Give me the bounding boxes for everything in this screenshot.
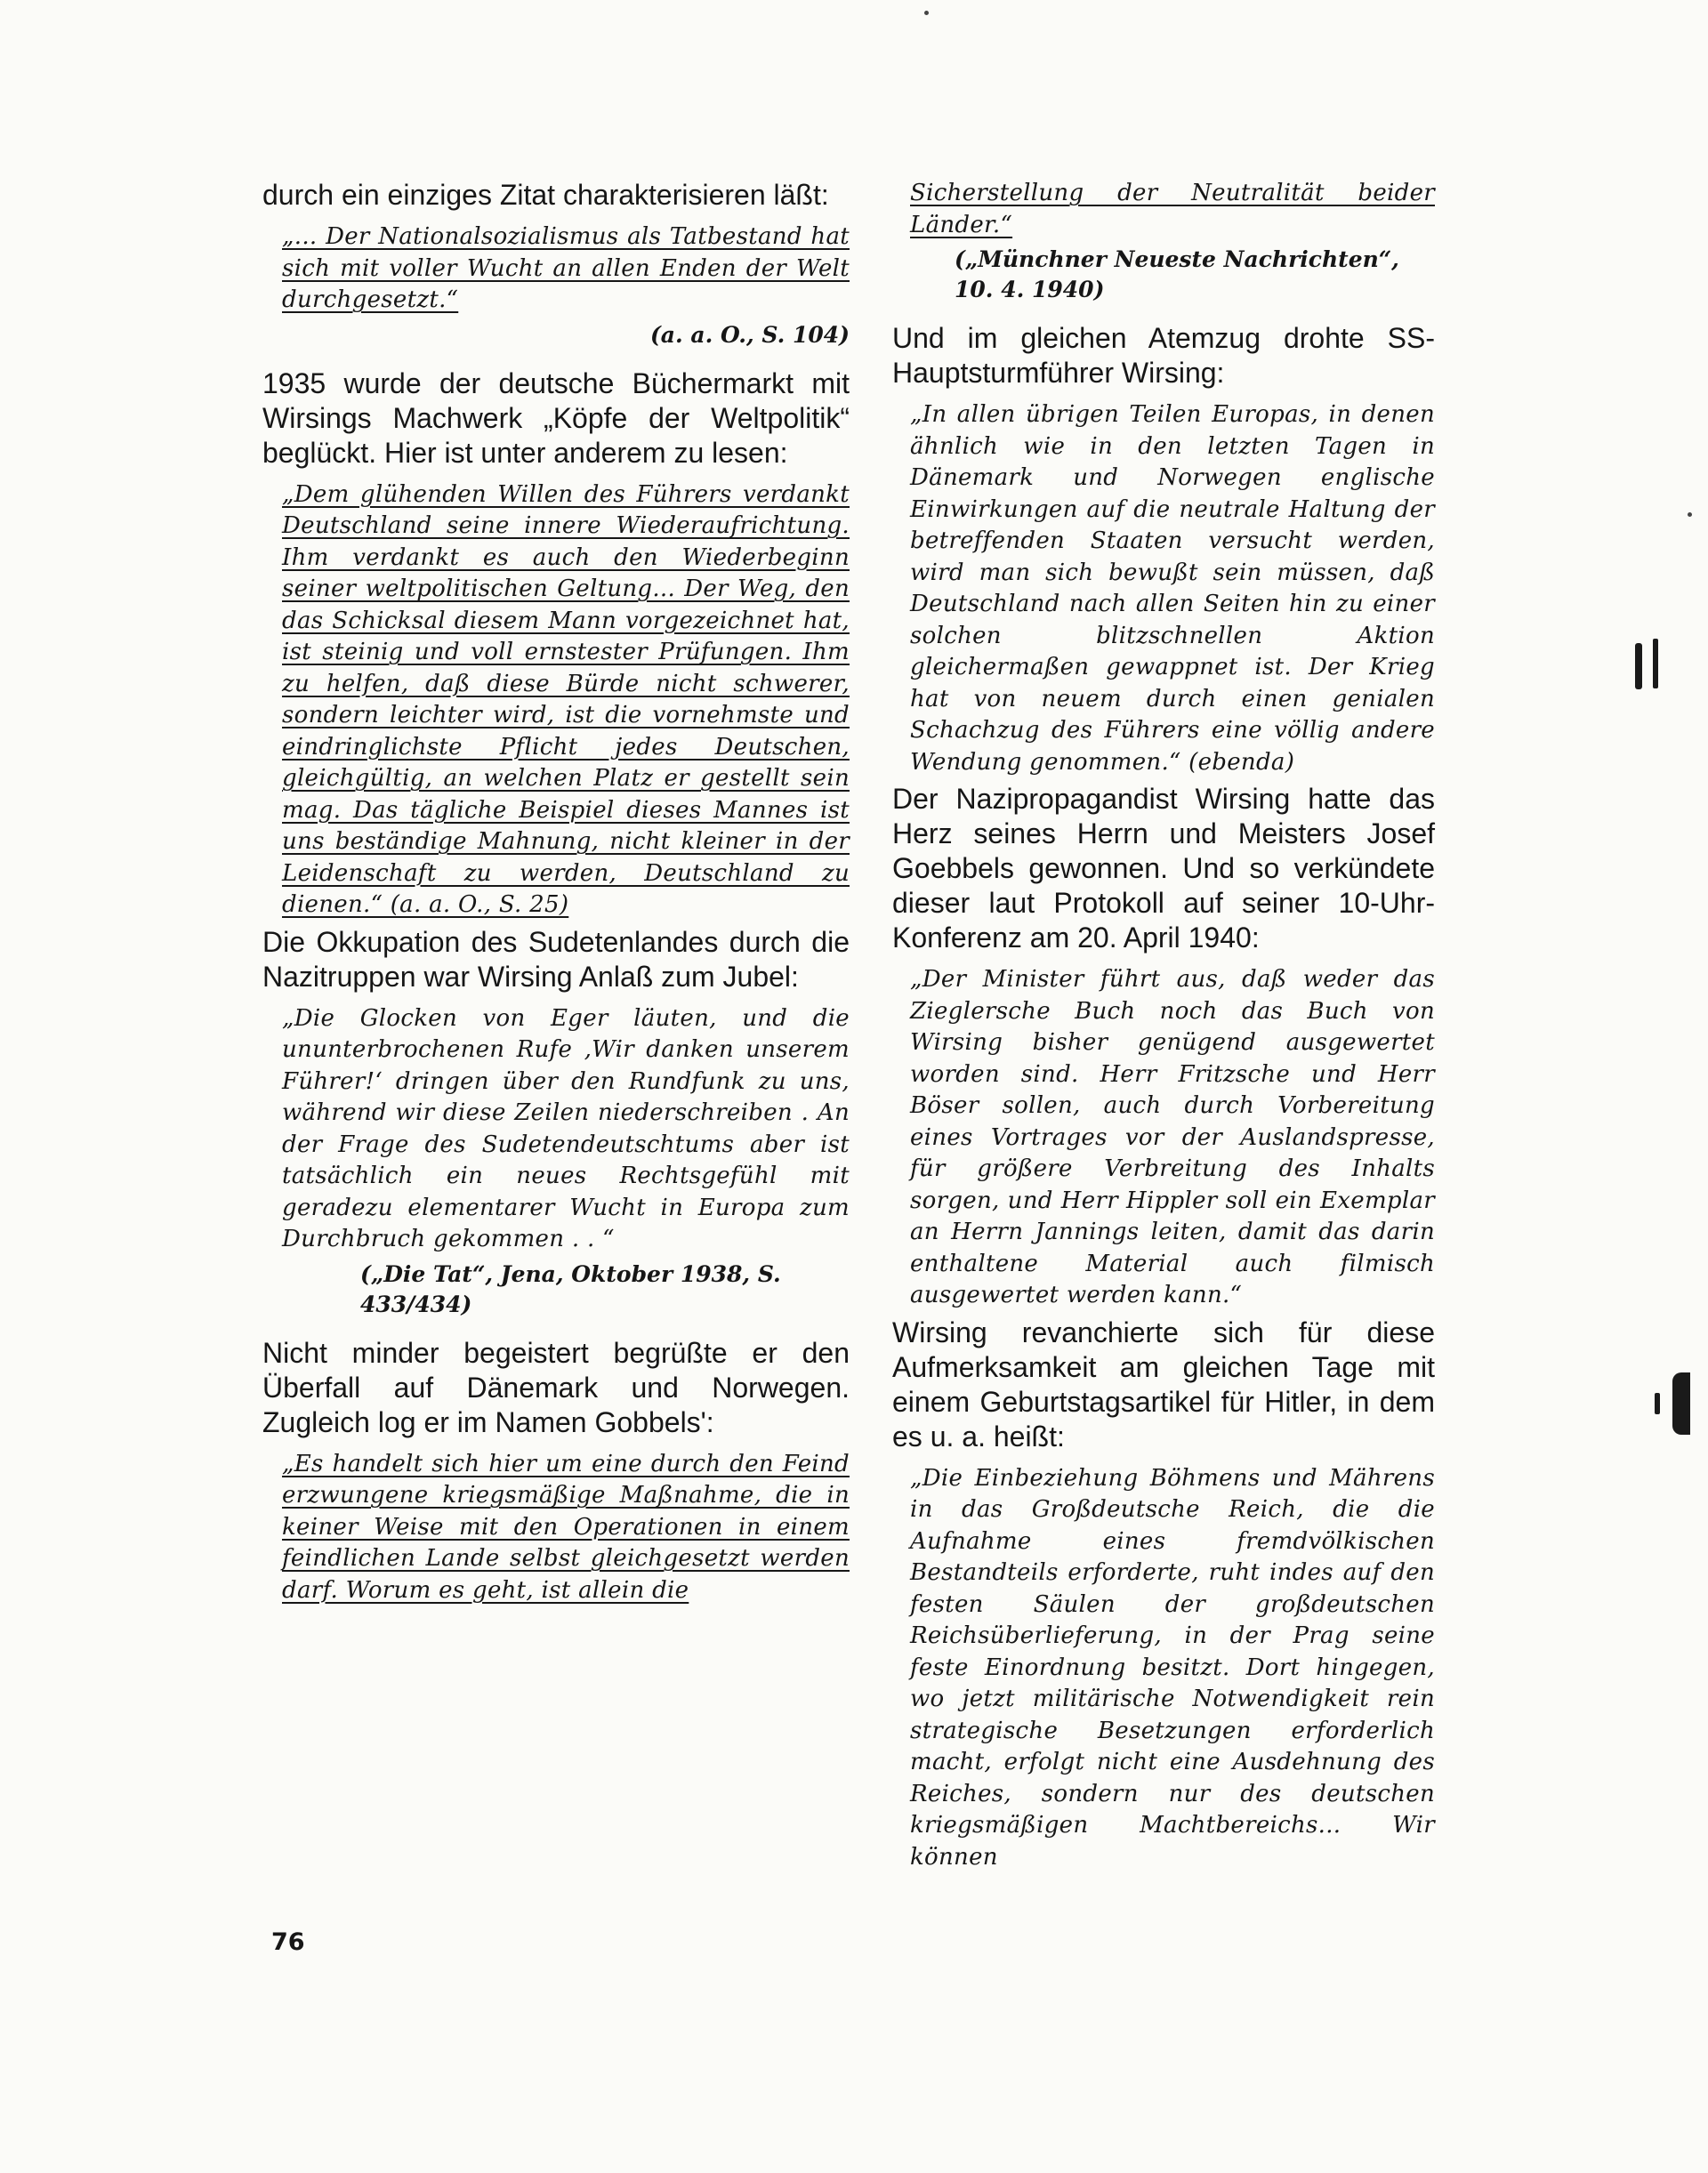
block-quote: „Die Einbeziehung Böhmens und Mährens in das Großdeutsche Reich, die die Aufnahme eines fremdvölkischen Bestandteils erforderte, ruht indes auf den festen Säulen der großdeutschen Reichsüberlieferung, in der Prag seine feste Einordnung besitzt. Dort hingegen, wo jetzt militärische Notwendigkeit rein strategische Besetzungen erforderlich macht, erfolgt nicht eine Ausdehnung des Reiches, sondern nur des deutschen kriegsmäßigen Machtbereichs... Wir können <box>910 1464 1435 1871</box>
citation: („Münchner Neueste Nachrichten“, 10. 4. 1940) <box>955 246 1399 302</box>
page-number: 76 <box>271 1928 305 1956</box>
paragraph: 1935 wurde der deutsche Büchermarkt mit Wirsings Machwerk „Köpfe der Weltpolitik“ beglückt. Hier ist unter anderem zu lesen: <box>262 366 850 469</box>
block-quote: „Dem glühenden Willen des Führers verdankt Deutschland seine innere Wiederaufrichtung. Ihm verdankt es auch den Wiederbeginn seiner weltpolitischen Geltung... Der Weg, den das Schicksal diesem Mann vorgezeichnet hat, ist steinig und voll ernstester Prüfungen. Ihm zu helfen, daß diese Bürde nicht schwerer, sondern leichter wird, ist die vornehmste und eindringlichste Pflicht jedes Deutschen, gleichgültig, an welchen Platz er gestellt sein mag. Das tägliche Beispiel dieses Mannes ist uns beständige Mahnung, nicht kleiner in der Leidenschaft zu werden, Deutschland zu dienen.“ (a. a. O., S. 25) <box>282 480 850 918</box>
block-quote: „Es handelt sich hier um eine durch den Feind erzwungene kriegsmäßige Maßnahme, die in keiner Weise mit den Operationen in einem feindlichen Lande selbst gleichgesetzt werden darf. Worum es geht, ist allein die <box>282 1450 850 1604</box>
paragraph: Der Nazipropagandist Wirsing hatte das Herz seines Herrn und Meisters Josef Goebbels gewonnen. Und so verkündete dieser laut Protokoll auf seiner 10-Uhr-Konferenz am 20. April 1940: <box>892 783 1435 954</box>
block-quote: „... Der Nationalsozialismus als Tatbestand hat sich mit voller Wucht an allen Enden der Welt durchgesetzt.“ <box>282 223 850 313</box>
paragraph: durch ein einziges Zitat charakterisieren läßt: <box>262 179 829 211</box>
paragraph: Die Okkupation des Sudetenlandes durch die Nazitruppen war Wirsing Anlaß zum Jubel: <box>262 925 850 993</box>
block-quote: Sicherstellung der Neutralität beider Länder.“ <box>910 180 1435 238</box>
left-column <box>262 178 850 1610</box>
block-quote: „Der Minister führt aus, daß weder das Zieglersche Buch noch das Buch von Wirsing bisher genügend ausgewertet worden sind. Herr Fritzsche und Herr Böser sollen, auch durch Vorbereitung eines Vortrages vor der Auslandspresse, für größere Verbreitung des Inhalts sorgen, und Herr Hippler soll ein Exemplar an Herrn Jannings leiten, damit das darin enthaltene Material auch filmisch ausgewertet werden kann.“ <box>910 966 1435 1308</box>
scan-artifact <box>1672 1372 1690 1435</box>
block-quote: „In allen übrigen Teilen Europas, in denen ähnlich wie in den letzten Tagen in Dänemark und Norwegen englische Einwirkungen auf die neutrale Haltung der betreffenden Staaten versucht werden, wird man sich bewußt sein müssen, daß Deutschland nach allen Seiten hin zu einer solchen blitzschnellen Aktion gleichermaßen gewappnet ist. Der Krieg hat von neuem durch einen genialen Schachzug des Führers eine völlig andere Wendung genommen.“ (ebenda) <box>910 401 1435 776</box>
right-column <box>892 178 1435 1877</box>
citation: (a. a. O., S. 104) <box>649 321 850 348</box>
scan-artifact <box>1653 639 1658 688</box>
scan-speck <box>1688 512 1692 517</box>
citation: („Die Tat“, Jena, Oktober 1938, S. 433/434) <box>360 1260 781 1317</box>
paragraph: Nicht minder begeistert begrüßte er den Überfall auf Dänemark und Norwegen. Zugleich log er im Namen Gobbels': <box>262 1336 850 1438</box>
scan-speck <box>924 11 929 15</box>
scan-artifact <box>1655 1393 1660 1414</box>
paragraph: Wirsing revanchierte sich für diese Aufmerksamkeit am gleichen Tage mit einem Geburtstagsartikel für Hitler, in dem es u. a. heißt: <box>892 1316 1435 1453</box>
block-quote: „Die Glocken von Eger läuten, und die ununterbrochenen Rufe ‚Wir danken unserem Führer!‘ dringen über den Rundfunk zu uns, während wir diese Zeilen niederschreiben . An der Frage des Sudetendeutschtums aber ist tatsächlich ein neues Rechtsgefühl mit geradezu elementarer Wucht in Europa zum Durchbruch gekommen . . “ <box>282 1004 850 1252</box>
paragraph: Und im gleichen Atemzug drohte SS-Hauptsturmführer Wirsing: <box>892 322 1435 389</box>
scan-artifact <box>1635 643 1642 689</box>
